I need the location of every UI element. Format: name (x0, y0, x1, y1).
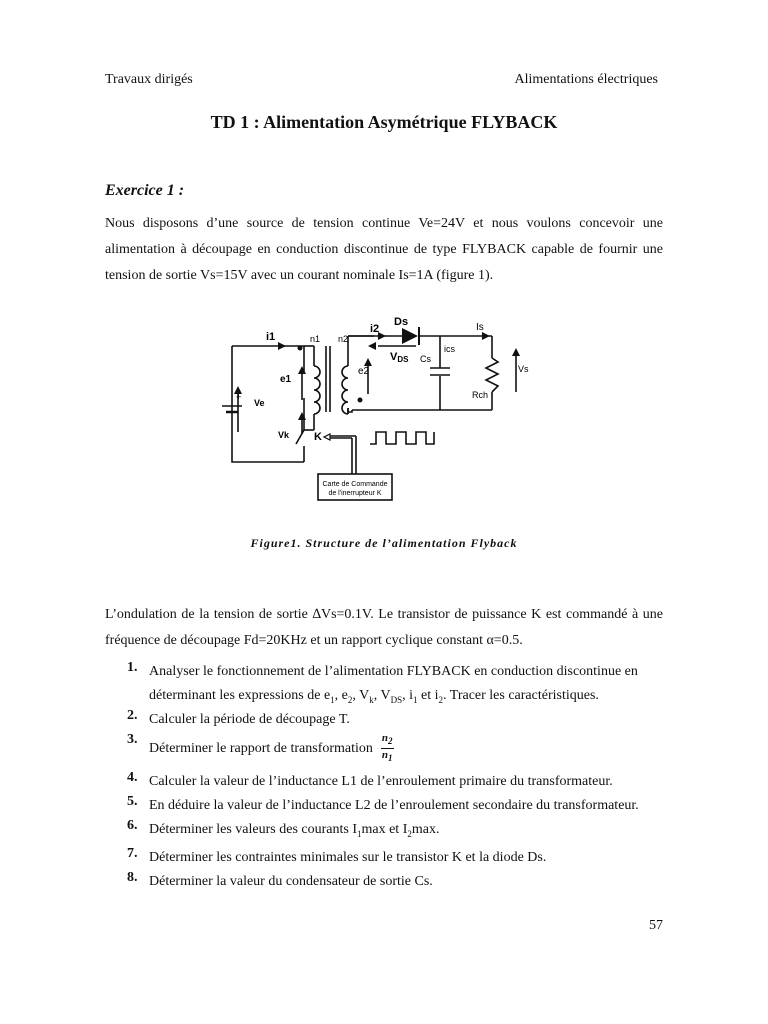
question-text: Déterminer le rapport de transformation $\frac{n_2}{n_1}$ (149, 732, 393, 764)
page-title: TD 1 : Alimentation Asymétrique FLYBACK (210, 112, 558, 132)
question-7 (105, 846, 675, 870)
question-text: En déduire la valeur de l’inductance L2 de l’enroulement secondaire du transformateur. (149, 798, 639, 813)
resistor-rch (486, 358, 498, 392)
label-plus: + (236, 392, 242, 402)
transformation-ratio-fraction: $\frac{n_2}{n_1}$ (381, 732, 393, 764)
question-text: Calculer la période de découpage T. (149, 712, 350, 727)
page-number: 57 (649, 918, 663, 933)
question-list (105, 660, 675, 894)
label-i1: i1 (266, 331, 276, 343)
diode-ds (402, 328, 418, 344)
exercise-title: Exercice 1 : (105, 182, 185, 199)
label-i2: i2 (370, 323, 380, 335)
command-card-line2: de l'inerrupteur K (328, 490, 382, 497)
question-number: 4. (127, 770, 138, 785)
label-cs: Cs (420, 354, 431, 364)
secondary-coil (342, 366, 348, 414)
label-vds: VDS (390, 351, 409, 364)
label-vs: Vs (518, 364, 529, 374)
primary-coil (314, 366, 320, 414)
second-paragraph: L’ondulation de la tension de sortie ∆Vs=0.1V. Le transistor de puissance K est commandé à une fréquence de découpage Fd=20KHz et un rapport cyclique constant α=0.5. (105, 607, 663, 648)
label-is: Is (476, 322, 484, 333)
question-5 (105, 794, 675, 818)
question-8 (105, 870, 675, 894)
label-n2: n2 (338, 334, 349, 344)
question-number: 8. (127, 869, 138, 885)
question-text: Analyser le fonctionnement de l’alimentation FLYBACK en conduction discontinue en déterminant les expressions de $e_1$, $e_2$, $V_k$, $V_{DS}$, $i_1$ et $i_2$. Tracer les caractéristiques. (149, 664, 638, 705)
question-number: 2. (127, 708, 138, 723)
pwm-signal (370, 432, 434, 444)
question-text: Déterminer les contraintes minimales sur le transistor K et la diode Ds. (149, 849, 547, 865)
question-text: Déterminer les valeurs des courants $I_1\max$ et $I_2\max$. (149, 822, 440, 839)
question-text: Déterminer la valeur du condensateur de sortie Cs. (149, 873, 433, 889)
label-ds: Ds (394, 316, 409, 328)
primary-top-wire (232, 346, 304, 462)
label-n1: n1 (310, 334, 321, 344)
figure-caption: Figure1. Structure de l’alimentation Flyback (250, 536, 518, 550)
intro-paragraph: Nous disposons d’une source de tension continue Ve=24V et nous voulons concevoir une alimentation à découpage en conduction discontinue de type FLYBACK capable de fournir une tension de sortie Vs=15V avec un courant nominale Is=1A (figure 1). (105, 216, 663, 283)
label-k: K (314, 431, 322, 443)
label-rch: Rch (472, 390, 489, 400)
question-text: Calculer la valeur de l’inductance L1 de l’enroulement primaire du transformateur. (149, 774, 613, 789)
question-number: 1. (127, 660, 138, 675)
flyback-circuit-diagram (214, 312, 546, 508)
header-right: Alimentations électriques (514, 72, 658, 87)
label-ics: ics (444, 344, 455, 354)
question-1 (105, 660, 675, 708)
label-e1: e1 (280, 374, 292, 385)
question-2 (105, 708, 675, 732)
label-ve: Ve (254, 398, 265, 408)
question-number: 7. (127, 845, 138, 861)
question-3 (105, 732, 675, 770)
label-e2: e2 (358, 366, 370, 377)
question-4 (105, 770, 675, 794)
command-card-line1: Carte de Commande (322, 481, 388, 488)
question-number: 3. (127, 732, 138, 747)
header-left: Travaux dirigés (105, 72, 193, 87)
question-number: 5. (127, 794, 138, 809)
question-6 (105, 818, 675, 846)
question-number: 6. (127, 818, 138, 833)
label-vk: Vk (278, 430, 290, 440)
